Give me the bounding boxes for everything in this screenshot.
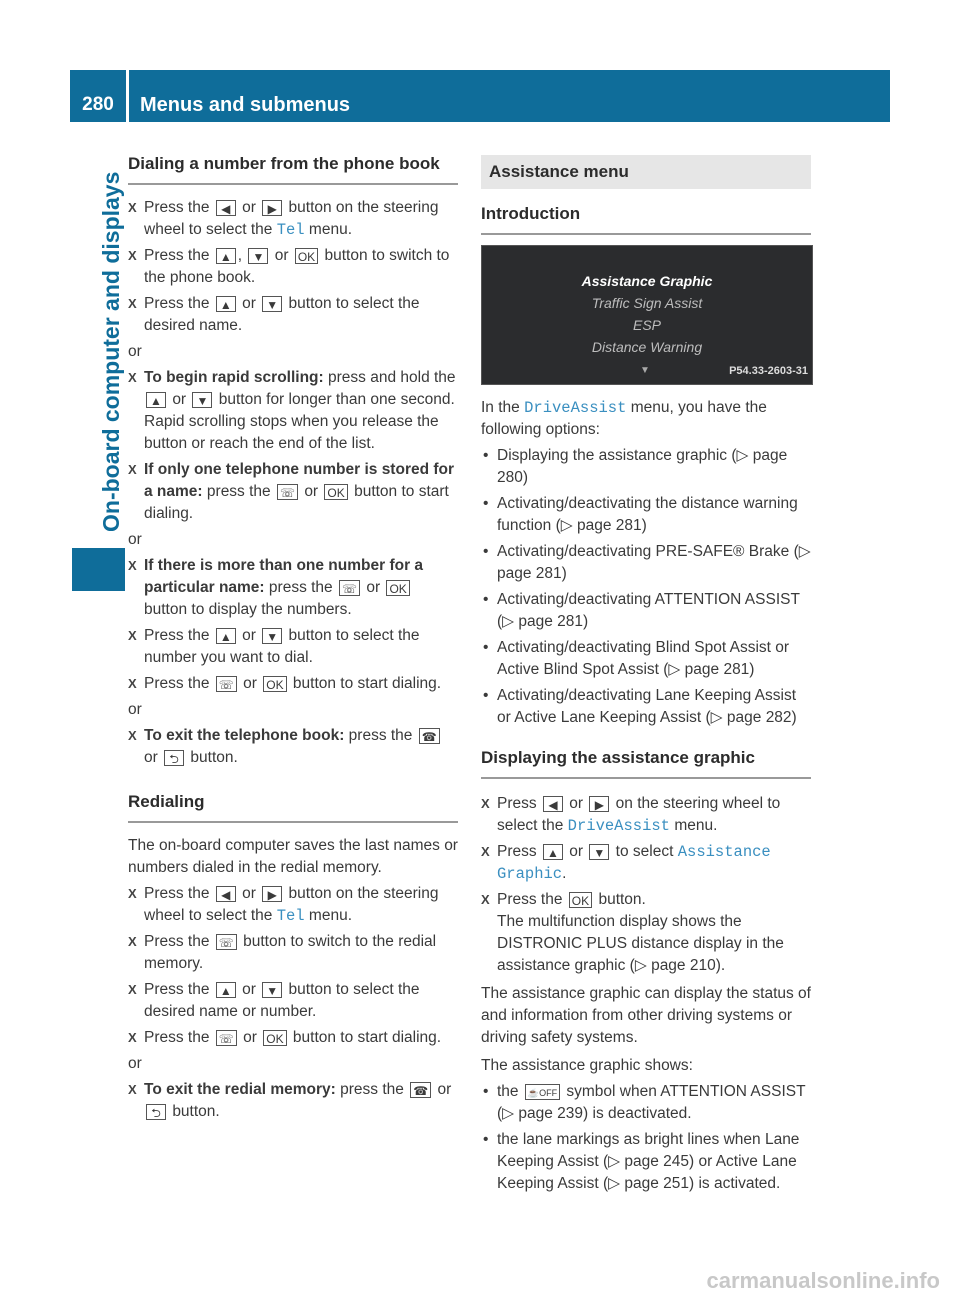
step-rapid-scroll: X To begin rapid scrolling: press and hold the ▲ or ▼ button for longer than one second. Rapid scrolling stops when you release the button or reach the end of the list. bbox=[128, 367, 458, 455]
back-key-icon: ⮌ bbox=[146, 1104, 166, 1120]
phone-key-icon: ☏ bbox=[216, 1030, 237, 1046]
graphic-step-confirm: X Press the OK button. The multifunction display shows the DISTRONIC PLUS distance display in the assistance graphic (▷ page 210). bbox=[481, 889, 811, 977]
intro-text: In the DriveAssist menu, you have the following options: bbox=[481, 399, 767, 438]
watermark: carmanualsonline.info bbox=[706, 1268, 940, 1293]
shows-item: • the lane markings as bright lines when Lane Keeping Assist (▷ page 245) or Active Lane Keeping Assist (▷ page 251) is activated. bbox=[481, 1129, 811, 1195]
option-item: • Displaying the assistance graphic (▷ page 280) bbox=[481, 445, 811, 489]
page-number: 280 bbox=[82, 94, 114, 115]
up-key-icon: ▲ bbox=[543, 844, 563, 860]
ok-key-icon: OK bbox=[263, 676, 286, 692]
right-key-icon: ▶ bbox=[589, 796, 609, 812]
step-exit-phonebook: X To exit the telephone book: press the ☎ or ⮌ button. bbox=[128, 725, 458, 769]
step-select-number: X Press the ▲ or ▼ button to select the number you want to dial. bbox=[128, 625, 458, 669]
ok-key-icon: OK bbox=[386, 580, 409, 596]
left-key-icon: ◀ bbox=[216, 200, 236, 216]
attention-assist-off-icon: ☕OFF bbox=[525, 1084, 560, 1100]
ok-key-icon: OK bbox=[324, 484, 347, 500]
back-key-icon: ⮌ bbox=[164, 750, 184, 766]
option-item: • Activating/deactivating ATTENTION ASSIST (▷ page 281) bbox=[481, 589, 811, 633]
section-band-assistance: Assistance menu bbox=[481, 155, 811, 189]
hangup-key-icon: ☎ bbox=[419, 728, 440, 744]
redial-step-exit: X To exit the redial memory: press the ☎ or ⮌ button. bbox=[128, 1079, 458, 1123]
graphic-step-select-menu: X Press ◀ or ▶ on the steering wheel to select the DriveAssist menu. bbox=[481, 793, 811, 837]
graphic-step-select-item: X Press ▲ or ▼ to select Assistance Graphic. bbox=[481, 841, 811, 885]
option-item: • Activating/deactivating PRE-SAFE® Brake (▷ page 281) bbox=[481, 541, 811, 585]
screen-item: Traffic Sign Assist bbox=[591, 295, 703, 311]
phone-key-icon: ☏ bbox=[277, 484, 298, 500]
step-switch-phonebook: X Press the ▲ , ▼ or OK button to switch to the phone book. bbox=[128, 245, 458, 289]
right-column bbox=[481, 155, 811, 1195]
or-text: or bbox=[128, 531, 142, 548]
section-heading-redialing: Redialing bbox=[128, 791, 458, 823]
redial-step-select-tel: X Press the ◀ or ▶ button on the steering wheel to select the Tel menu. bbox=[128, 883, 458, 927]
screen-item: Distance Warning bbox=[591, 339, 703, 355]
step-one-number: X If only one telephone number is stored for a name: press the ☏ or OK button to start dialing. bbox=[128, 459, 458, 525]
section-heading-display-graphic: Displaying the assistance graphic bbox=[481, 747, 811, 779]
or-text: or bbox=[128, 1055, 142, 1072]
ok-key-icon: OK bbox=[569, 892, 592, 908]
down-key-icon: ▼ bbox=[262, 982, 282, 998]
redial-step-select: X Press the ▲ or ▼ button to select the desired name or number. bbox=[128, 979, 458, 1023]
down-key-icon: ▼ bbox=[589, 844, 609, 860]
screen-arrow-icon: ▼ bbox=[640, 365, 650, 376]
phone-key-icon: ☏ bbox=[216, 676, 237, 692]
redial-step-switch: X Press the ☏ button to switch to the redial memory. bbox=[128, 931, 458, 975]
up-key-icon: ▲ bbox=[216, 296, 236, 312]
down-key-icon: ▼ bbox=[262, 296, 282, 312]
down-key-icon: ▼ bbox=[248, 248, 268, 264]
option-item: • Activating/deactivating the distance warning function (▷ page 281) bbox=[481, 493, 811, 537]
or-text: or bbox=[128, 701, 142, 718]
ok-key-icon: OK bbox=[263, 1030, 286, 1046]
display-screenshot bbox=[481, 245, 813, 385]
ok-key-icon: OK bbox=[295, 248, 318, 264]
left-key-icon: ◀ bbox=[216, 886, 236, 902]
down-key-icon: ▼ bbox=[192, 392, 212, 408]
right-key-icon: ▶ bbox=[262, 886, 282, 902]
up-key-icon: ▲ bbox=[146, 392, 166, 408]
section-heading-introduction: Introduction bbox=[481, 203, 811, 235]
redial-step-dial: X Press the ☏ or OK button to start dialing. bbox=[128, 1027, 458, 1049]
up-key-icon: ▲ bbox=[216, 248, 236, 264]
up-key-icon: ▲ bbox=[216, 628, 236, 644]
header-separator bbox=[126, 70, 129, 122]
page-title: Menus and submenus bbox=[140, 94, 351, 116]
section-heading-dialing: Dialing a number from the phone book bbox=[128, 153, 458, 185]
screen-item-selected: Assistance Graphic bbox=[581, 273, 713, 289]
figure-reference: P54.33-2603-31 bbox=[729, 365, 808, 377]
step-select-name: X Press the ▲ or ▼ button to select the desired name. bbox=[128, 293, 458, 337]
step-multiple-numbers: X If there is more than one number for a particular name: press the ☏ or OK button to display the numbers. bbox=[128, 555, 458, 621]
step-select-tel: X Press the ◀ or ▶ button on the steering wheel to select the Tel menu. bbox=[128, 197, 458, 241]
phone-key-icon: ☏ bbox=[216, 934, 237, 950]
up-key-icon: ▲ bbox=[216, 982, 236, 998]
hangup-key-icon: ☎ bbox=[410, 1082, 431, 1098]
down-key-icon: ▼ bbox=[262, 628, 282, 644]
redial-intro: The on-board computer saves the last names or numbers dialed in the redial memory. bbox=[128, 837, 458, 876]
right-key-icon: ▶ bbox=[262, 200, 282, 216]
screen-item: ESP bbox=[632, 317, 661, 333]
left-column bbox=[128, 153, 458, 1123]
option-item: • Activating/deactivating Blind Spot Assist or Active Blind Spot Assist (▷ page 281) bbox=[481, 637, 811, 681]
option-item: • Activating/deactivating Lane Keeping Assist or Active Lane Keeping Assist (▷ page 282) bbox=[481, 685, 811, 729]
left-key-icon: ◀ bbox=[543, 796, 563, 812]
paragraph: The assistance graphic shows: bbox=[481, 1057, 693, 1074]
side-tab-label: On-board computer and displays bbox=[98, 171, 124, 532]
step-start-dialing: X Press the ☏ or OK button to start dialing. bbox=[128, 673, 458, 695]
phone-key-icon: ☏ bbox=[339, 580, 360, 596]
side-tab-marker bbox=[72, 548, 125, 591]
or-text: or bbox=[128, 343, 142, 360]
paragraph: The assistance graphic can display the status of and information from other driving systems or driving safety systems. bbox=[481, 985, 811, 1046]
shows-item: • the ☕OFF symbol when ATTENTION ASSIST (▷ page 239) is deactivated. bbox=[481, 1081, 811, 1125]
